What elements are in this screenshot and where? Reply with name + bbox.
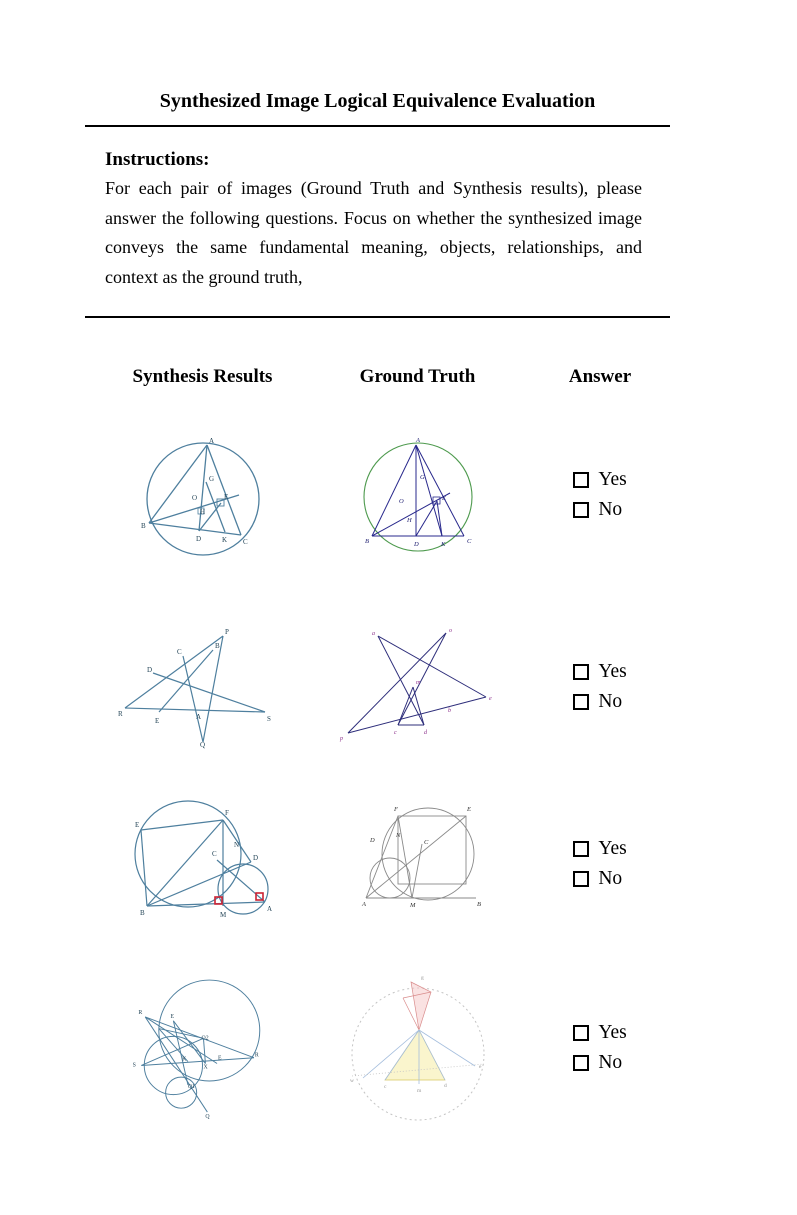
yes-label-row3: Yes (598, 838, 627, 859)
instructions-section (85, 127, 670, 292)
figure-row2-synthesis (113, 623, 293, 751)
figure-point-label: E (218, 1055, 222, 1062)
answer-yes-row1[interactable] (573, 469, 626, 491)
row2-synthesis-cell (85, 594, 320, 780)
figure-point-label: C (176, 648, 182, 656)
figure-point-label: Q (199, 741, 205, 749)
answer-group-row4 (573, 948, 626, 1148)
figure-point-label: O (398, 497, 404, 505)
figure-point-label: S (132, 1062, 136, 1069)
figure-point-label: F (393, 806, 398, 813)
figure-point-label: M (409, 902, 415, 909)
figure-point-label: C (423, 839, 428, 846)
answer-no-row1[interactable] (573, 499, 622, 521)
evaluation-table (85, 338, 685, 1148)
row1-ground-truth-cell (320, 396, 515, 594)
no-label-row2: No (598, 691, 623, 712)
figure-point-label: B (476, 901, 481, 908)
figure-point-label: B (139, 909, 145, 917)
figure-point-label: S (266, 715, 271, 723)
answer-group-row3 (573, 780, 626, 948)
figure-point-label: d (443, 1083, 447, 1089)
figure-point-label: R (117, 710, 123, 718)
figure-point-label: P (224, 628, 229, 636)
answer-group-row2 (573, 594, 626, 780)
figure-point-label: A (415, 436, 420, 444)
figure-point-label: m (415, 680, 420, 686)
figure-point-label: H (199, 507, 205, 516)
answer-no-row4[interactable] (573, 1052, 622, 1074)
figure-point-label: O2 (201, 1035, 209, 1042)
yes-label-row1: Yes (598, 469, 627, 490)
figure-point-label: H (406, 516, 412, 524)
figure-point-label: o (448, 628, 452, 634)
figure-point-label: Q1 (187, 1083, 196, 1090)
figure-point-label: O (191, 493, 197, 502)
divider-bottom (85, 316, 670, 318)
figure-point-label: p (339, 736, 343, 742)
row3-ground-truth-cell (320, 780, 515, 948)
figure-row1-synthesis (128, 433, 278, 558)
figure-point-label: w (349, 1078, 354, 1084)
figure-point-label: A (195, 713, 201, 721)
figure-point-label: R (138, 1010, 143, 1017)
figure-row1-ground-truth (343, 433, 493, 558)
yes-checkbox-row2[interactable] (573, 664, 589, 680)
figure-point-label: D (252, 854, 258, 862)
column-header-synthesis: Synthesis Results (132, 366, 273, 387)
no-label-row4: No (598, 1052, 623, 1073)
no-checkbox-row3[interactable] (573, 871, 589, 887)
yes-checkbox-row1[interactable] (573, 472, 589, 488)
evaluation-document (85, 0, 670, 1148)
figure-row3-synthesis (113, 794, 293, 934)
figure-point-label: F (224, 809, 229, 817)
figure-point-label: A (266, 905, 272, 913)
figure-point-label: B (140, 521, 146, 530)
figure-point-label: K (182, 1056, 187, 1063)
figure-point-label: E (441, 494, 446, 502)
figure-point-label: D (369, 837, 375, 844)
row4-ground-truth-cell (320, 948, 515, 1148)
figure-point-label: D (146, 666, 152, 674)
no-checkbox-row4[interactable] (573, 1055, 589, 1071)
page-title: Synthesized Image Logical Equivalence Evaluation (159, 90, 596, 112)
figure-point-label: d (423, 730, 427, 736)
figure-point-label: D (413, 540, 419, 548)
figure-row4-ground-truth (333, 968, 503, 1128)
figure-point-label: e (488, 696, 492, 702)
no-label-row3: No (598, 868, 623, 889)
figure-row2-ground-truth (328, 623, 508, 751)
figure-point-label: E (170, 1013, 175, 1020)
yes-checkbox-row4[interactable] (573, 1025, 589, 1041)
figure-point-label: E (134, 821, 139, 829)
figure-point-label: R (254, 1052, 259, 1059)
answer-yes-row4[interactable] (573, 1022, 626, 1044)
figure-point-label: E (466, 806, 471, 813)
figure-point-label: C (211, 850, 217, 858)
answer-no-row3[interactable] (573, 868, 622, 890)
column-header-answer: Answer (568, 366, 632, 387)
figure-point-label: Q (205, 1113, 210, 1120)
figure-point-label: M (219, 911, 226, 919)
figure-point-label: X (203, 1064, 208, 1071)
figure-point-label: m (416, 1088, 421, 1094)
figure-point-label: G (419, 473, 425, 481)
no-label-row1: No (598, 499, 623, 520)
figure-row3-ground-truth (328, 794, 508, 934)
answer-no-row2[interactable] (573, 691, 622, 713)
figure-point-label: e (478, 1064, 481, 1070)
figure-point-label: a (371, 631, 375, 637)
figure-point-label: C (466, 537, 471, 545)
figure-point-label: G (208, 474, 214, 483)
figure-point-label: D (195, 534, 201, 543)
instructions-heading: Instructions: (105, 149, 210, 170)
no-checkbox-row1[interactable] (573, 502, 589, 518)
figure-point-label: C (242, 537, 248, 546)
figure-point-label: g (420, 975, 424, 981)
figure-point-label: c (383, 1084, 386, 1090)
yes-label-row2: Yes (598, 661, 627, 682)
figure-point-label: B (214, 642, 220, 650)
row4-synthesis-cell (85, 948, 320, 1148)
row1-synthesis-cell (85, 396, 320, 594)
figure-point-label: E (223, 492, 228, 501)
answer-group-row1 (573, 396, 626, 594)
figure-point-label: E (154, 717, 159, 725)
answer-yes-row2[interactable] (573, 661, 626, 683)
figure-point-label: b (447, 708, 451, 714)
yes-label-row4: Yes (598, 1022, 627, 1043)
row3-synthesis-cell (85, 780, 320, 948)
figure-point-label: K (221, 535, 227, 544)
no-checkbox-row2[interactable] (573, 694, 589, 710)
figure-row4-synthesis (120, 969, 285, 1127)
figure-point-label: A (208, 436, 214, 445)
figure-point-label: K (440, 540, 445, 548)
figure-point-label: N (395, 832, 400, 839)
figure-point-label: c (393, 730, 397, 736)
answer-yes-row3[interactable] (573, 838, 626, 860)
figure-point-label: B (364, 537, 369, 545)
row2-ground-truth-cell (320, 594, 515, 780)
instructions-body: For each pair of images (Ground Truth and Synthesis results), please answer the following questions. Focus on whether the synthesized image conveys the same fundamental meaning, objects, relationships, and context as the ground truth, (105, 178, 642, 287)
yes-checkbox-row3[interactable] (573, 841, 589, 857)
figure-point-label: N (233, 841, 239, 849)
column-header-ground-truth: Ground Truth (359, 366, 476, 387)
figure-point-label: A (361, 901, 366, 908)
